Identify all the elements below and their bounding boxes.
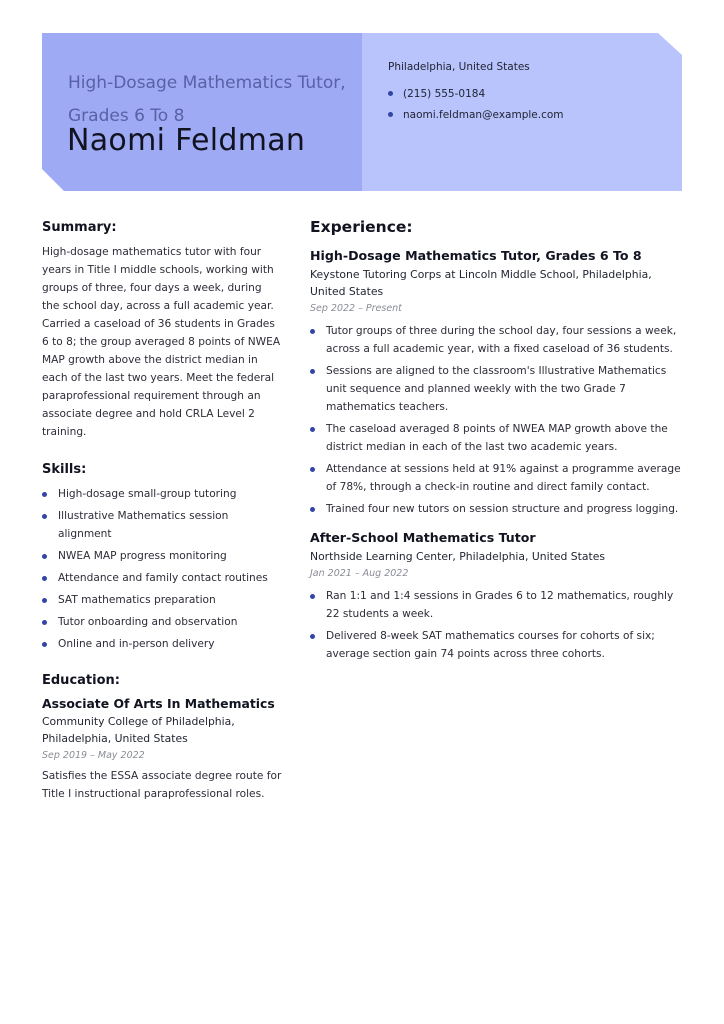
degree-title: Associate Of Arts In Mathematics xyxy=(42,696,275,711)
education-heading: Education: xyxy=(42,673,120,688)
skill-item xyxy=(42,485,282,503)
contact-info xyxy=(388,61,564,125)
job-entry xyxy=(310,530,685,663)
skill-text: SAT mathematics preparation xyxy=(58,594,216,606)
bullet-icon xyxy=(310,427,315,432)
bullet-icon xyxy=(42,620,47,625)
summary-section xyxy=(42,220,282,441)
bullet-icon xyxy=(388,112,393,117)
skill-item xyxy=(42,507,282,543)
job-bullet-text: Sessions are aligned to the classroom's Illustrative Mathematics unit sequence and planned weekly with the two Grade 7 mathematics teachers. xyxy=(326,365,667,413)
job-bullet xyxy=(310,322,685,358)
skill-item xyxy=(42,591,282,609)
job-bullet xyxy=(310,587,685,623)
skill-item xyxy=(42,613,282,631)
education-dates: Sep 2019 – May 2022 xyxy=(42,750,145,761)
education-section xyxy=(42,673,282,803)
job-dates: Sep 2022 – Present xyxy=(310,303,402,314)
skill-text: Tutor onboarding and observation xyxy=(58,616,238,628)
summary-heading: Summary: xyxy=(42,220,117,235)
bullet-icon xyxy=(42,576,47,581)
phone-text: (215) 555-0184 xyxy=(403,87,486,100)
job-dates: Jan 2021 – Aug 2022 xyxy=(310,568,409,579)
job-bullet-text: Delivered 8-week SAT mathematics courses for cohorts of six; average section gain 74 points across three cohorts. xyxy=(326,630,655,660)
skill-item xyxy=(42,635,282,653)
job-bullet xyxy=(310,460,685,496)
job-bullet-text: The caseload averaged 8 points of NWEA MAP growth above the district median in each of the last two academic years. xyxy=(326,423,668,453)
job-entry xyxy=(310,248,685,518)
skill-text: NWEA MAP progress monitoring xyxy=(58,550,227,562)
skill-text: Attendance and family contact routines xyxy=(58,572,268,584)
skill-item xyxy=(42,569,282,587)
job-bullet-text: Attendance at sessions held at 91% against a programme average of 78%, through a check-in routine and direct family contact. xyxy=(326,463,681,493)
left-column xyxy=(42,220,282,803)
school-name: Community College of Philadelphia, Philadelphia, United States xyxy=(42,715,235,745)
email-row xyxy=(388,104,564,125)
bullet-icon xyxy=(310,369,315,374)
skills-list xyxy=(42,485,282,653)
job-bullet-text: Trained four new tutors on session structure and progress logging. xyxy=(326,503,679,515)
bullet-icon xyxy=(310,594,315,599)
bullet-icon xyxy=(42,492,47,497)
skills-heading: Skills: xyxy=(42,462,87,477)
job-bullets xyxy=(310,322,685,518)
job-organization: Northside Learning Center, Philadelphia, United States xyxy=(310,550,606,563)
job-bullet xyxy=(310,362,685,416)
job-organization: Keystone Tutoring Corps at Lincoln Middle School, Philadelphia, United States xyxy=(310,268,652,298)
bullet-icon xyxy=(388,91,393,96)
summary-text: High-dosage mathematics tutor with four years in Title I middle schools, working with groups of three, four days a week, during the school day, across a full academic year. Carried a caseload of 36 students in Grades 6 to 8; the group averaged 8 points of NWEA MAP growth above the district median in each of the last two years. Meet the federal paraprofessional requirement through an associate degree and hold CRLA Level 2 training. xyxy=(42,246,281,438)
location-text: Philadelphia, United States xyxy=(388,61,530,73)
job-bullet xyxy=(310,500,685,518)
experience-heading: Experience: xyxy=(310,218,413,236)
email-text: naomi.feldman@example.com xyxy=(403,108,564,121)
resume-header xyxy=(42,33,682,191)
job-bullet-text: Tutor groups of three during the school day, four sessions a week, across a full academic year, with a fixed caseload of 36 students. xyxy=(326,325,677,355)
education-note: Satisfies the ESSA associate degree route for Title I instructional paraprofessional roles. xyxy=(42,770,282,800)
bullet-icon xyxy=(310,467,315,472)
skill-text: Online and in-person delivery xyxy=(58,638,215,650)
job-role-title: High-Dosage Mathematics Tutor, Grades 6 To 8 xyxy=(310,248,642,263)
skill-text: High-dosage small-group tutoring xyxy=(58,488,237,500)
skill-text: Illustrative Mathematics session alignment xyxy=(58,510,229,540)
job-bullets xyxy=(310,587,685,663)
skills-section xyxy=(42,462,282,653)
bullet-icon xyxy=(310,329,315,334)
bullet-icon xyxy=(310,634,315,639)
phone-row xyxy=(388,83,564,104)
job-title: High-Dosage Mathematics Tutor, Grades 6 To 8 xyxy=(68,73,346,126)
bullet-icon xyxy=(42,598,47,603)
skill-item xyxy=(42,547,282,565)
candidate-name: Naomi Feldman xyxy=(67,123,306,158)
right-column xyxy=(310,218,685,663)
job-role-title: After-School Mathematics Tutor xyxy=(310,530,536,545)
bullet-icon xyxy=(42,554,47,559)
job-bullet xyxy=(310,420,685,456)
bullet-icon xyxy=(42,642,47,647)
bullet-icon xyxy=(310,507,315,512)
job-bullet xyxy=(310,627,685,663)
bullet-icon xyxy=(42,514,47,519)
job-bullet-text: Ran 1:1 and 1:4 sessions in Grades 6 to 12 mathematics, roughly 22 students a week. xyxy=(326,590,674,620)
